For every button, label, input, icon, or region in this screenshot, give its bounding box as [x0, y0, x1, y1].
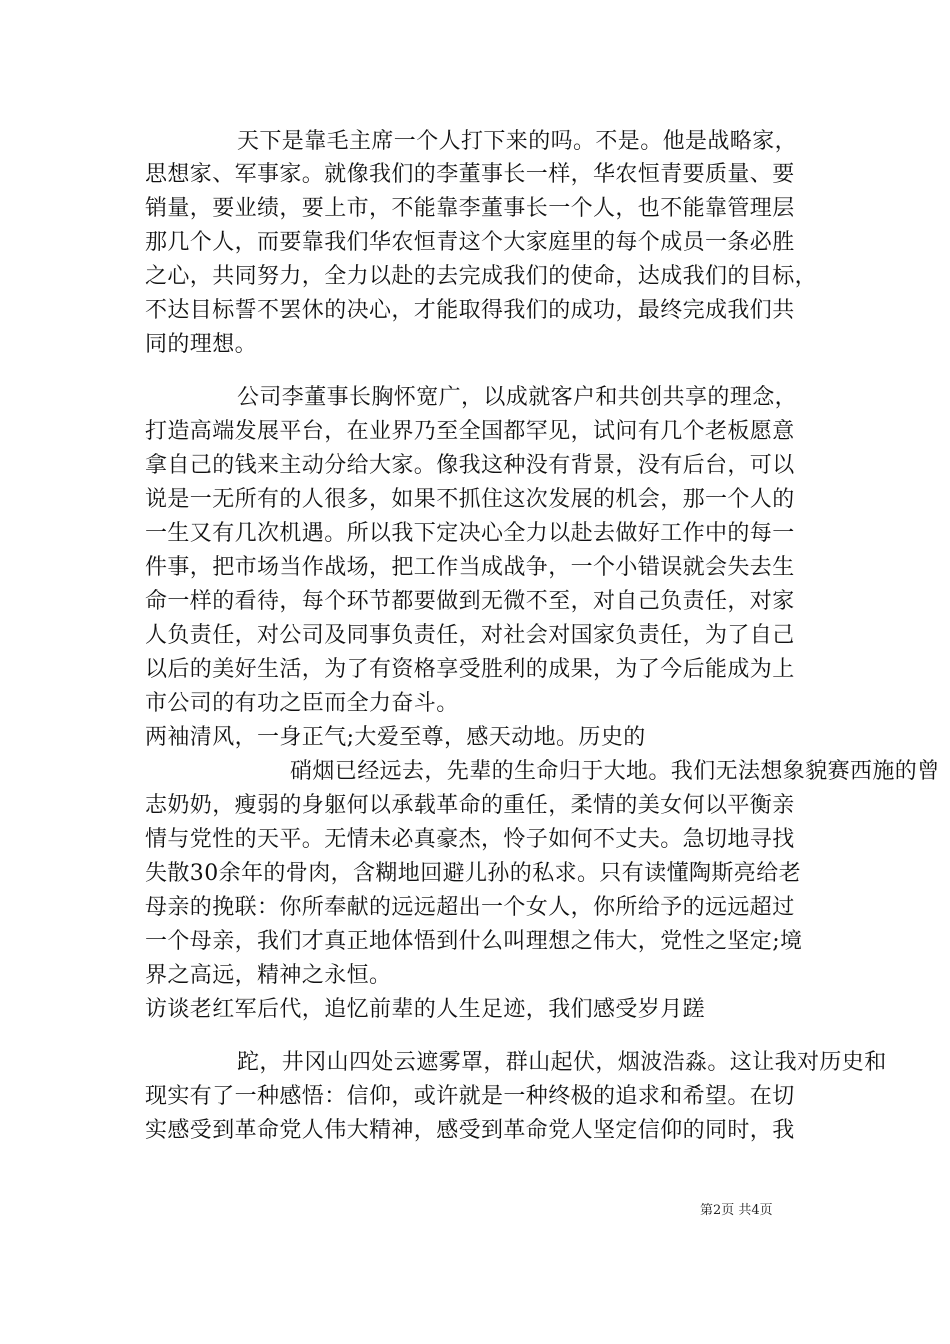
text-line: 市公司的有功之臣而全力奋斗。 — [145, 691, 459, 716]
text-line: 人负责任，对公司及同事负责任，对社会对国家负责任，为了自己 — [145, 623, 795, 648]
text-line: 思想家、军事家。就像我们的李董事长一样，华农恒青要质量、要 — [145, 162, 795, 187]
text-line: 界之高远，精神之永恒。 — [145, 963, 392, 988]
text-line: 失散30余年的骨肉，含糊地回避儿孙的私求。只有读懂陶斯亮给老 — [145, 861, 801, 886]
text-line: 同的理想。 — [145, 332, 258, 357]
text-line: 说是一无所有的人很多，如果不抓住这次发展的机会，那一个人的 — [145, 487, 795, 512]
text-line: 件事，把市场当作战场，把工作当成战争，一个小错误就会失去生 — [145, 555, 795, 580]
text-line: 拿自己的钱来主动分给大家。像我这种没有背景，没有后台，可以 — [145, 453, 795, 478]
text-line: 两袖清风，一身正气;大爱至尊，感天动地。历史的 — [145, 725, 646, 750]
text-line: 访谈老红军后代，追忆前辈的人生足迹，我们感受岁月蹉 — [145, 997, 706, 1022]
text-line: 不达目标誓不罢休的决心，才能取得我们的成功，最终完成我们共 — [145, 298, 795, 323]
text-line: 打造高端发展平台，在业界乃至全国都罕见，试问有几个老板愿意 — [145, 419, 795, 444]
text-line: 天下是靠毛主席一个人打下来的吗。不是。他是战略家， — [237, 129, 798, 154]
text-line: 命一样的看待，每个环节都要做到无微不至，对自己负责任，对家 — [145, 589, 795, 614]
text-line: 之心，共同努力，全力以赴的去完成我们的使命，达成我们的目标， — [145, 264, 818, 289]
text-line: 实感受到革命党人伟大精神，感受到革命党人坚定信仰的同时，我 — [145, 1118, 795, 1143]
text-line: 一生又有几次机遇。所以我下定决心全力以赴去做好工作中的每一 — [145, 521, 795, 546]
text-line: 志奶奶，瘦弱的身躯何以承载革命的重任，柔情的美女何以平衡亲 — [145, 793, 795, 818]
text-line: 公司李董事长胸怀宽广，以成就客户和共创共享的理念， — [237, 385, 798, 410]
text-line: 以后的美好生活，为了有资格享受胜利的成果，为了今后能成为上 — [145, 657, 795, 682]
text-line: 现实有了一种感悟：信仰，或许就是一种终极的追求和希望。在切 — [145, 1084, 795, 1109]
text-line: 硝烟已经远去，先辈的生命归于大地。我们无法想象貌赛西施的曾 — [290, 759, 940, 784]
text-line: 情与党性的天平。无情未必真豪杰，怜子如何不丈夫。急切地寻找 — [145, 827, 795, 852]
text-line: 一个母亲，我们才真正地体悟到什么叫理想之伟大，党性之坚定;境 — [145, 929, 803, 954]
text-line: 母亲的挽联：你所奉献的远远超出一个女人，你所给予的远远超过 — [145, 895, 795, 920]
text-line: 销量，要业绩，要上市，不能靠李董事长一个人，也不能靠管理层 — [145, 196, 795, 221]
text-line: 那几个人，而要靠我们华农恒青这个大家庭里的每个成员一条必胜 — [145, 230, 795, 255]
text-line — [145, 1150, 810, 1180]
text-line: 跎，井冈山四处云遮雾罩，群山起伏，烟波浩淼。这让我对历史和 — [237, 1050, 887, 1075]
page-number-footer: 第2页 共4页 — [700, 1203, 773, 1218]
